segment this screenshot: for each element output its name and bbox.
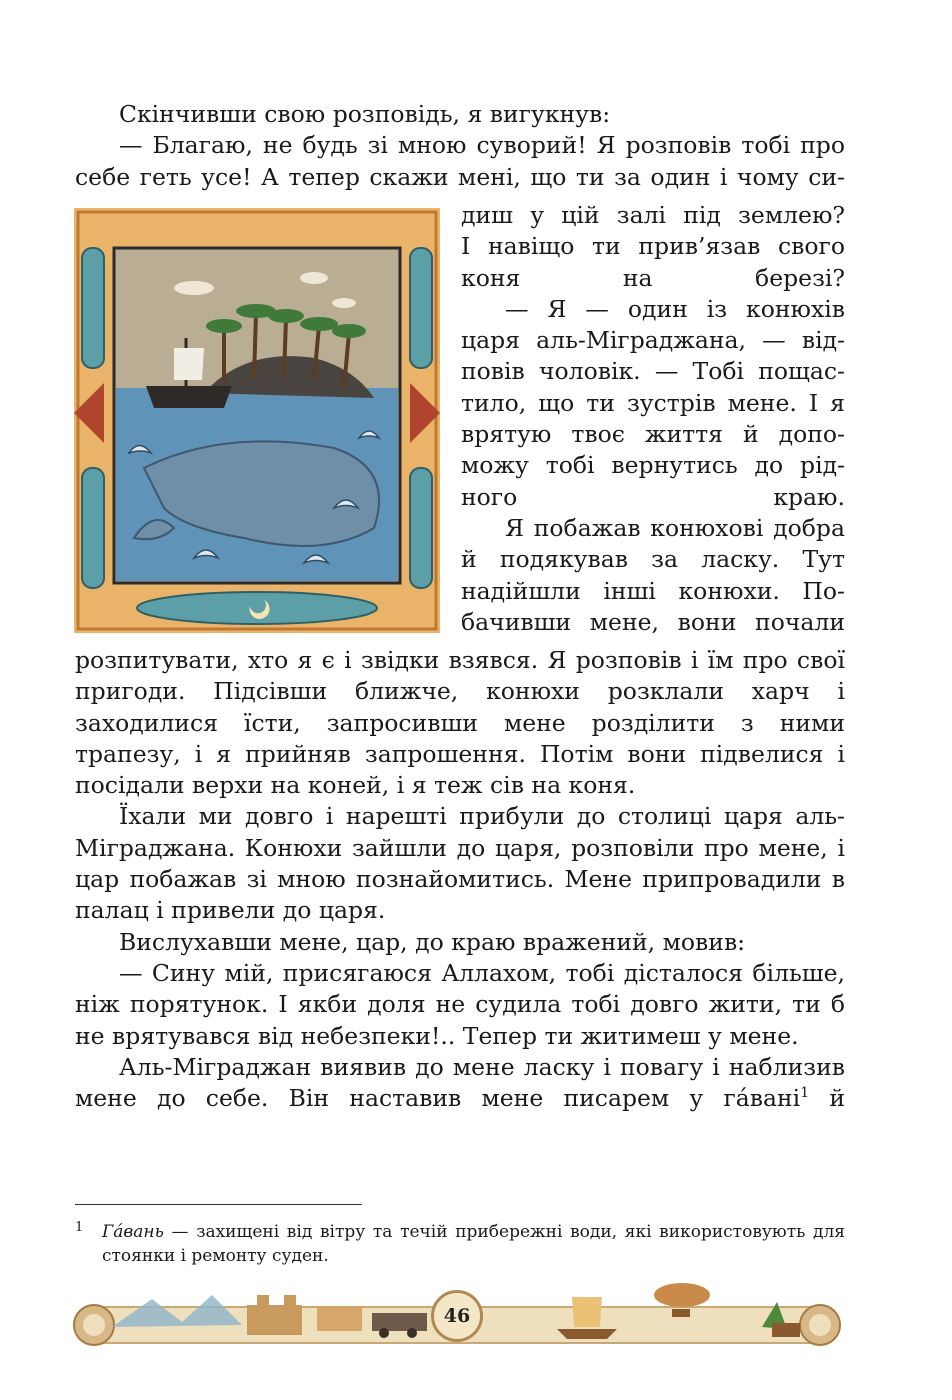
text-line: диш у цій залі під землею? [461,201,845,229]
text-line: — Я — один із конюхів [505,294,845,323]
footnote-body [102,1220,845,1268]
paragraph: — Благаю, не будь зі мною суворий! Я розповів тобі про себе геть усе! А тепер скажи мені, що ти за один і чому си- [75,131,845,191]
text-line: й подякував за ласку. Тут [461,545,845,574]
footnote-text: — захищені від вітру та течій прибережні води, які використовують для стоянки і ремонту суден. [102,1222,845,1266]
text-line: бачивши мене, вони почали [461,607,845,636]
paragraph-text: Аль-Міграджан виявив до мене ласку і повагу і наблизив мене до себе. Він наставив мене писарем у гáвані [75,1052,845,1113]
paragraph-tail: й [809,1084,845,1113]
text-line: повів чоловік. — Тобі пощас- [461,357,845,386]
text-line: надійшли інші конюхи. По- [461,576,845,605]
text-block-top [75,99,845,193]
text-line: коня на березі? [461,263,845,292]
text-line: можу тобі вернутись до рід- [461,451,845,480]
paragraph: — Сину мій, присягаюся Аллахом, тобі дісталося більше, ніж порятунок. І якби доля не судила тобі довго жити, ти б не врятувався від небезпеки!.. Тепер ти житимеш у мене. [75,958,845,1050]
footnote-divider [75,1204,362,1205]
text-line: Я побажав конюхові добра [505,513,845,542]
paragraph: розпитувати, хто я є і звідки взявся. Я розповів і їм про свої пригоди. Підсівши ближче, конюхи розклали харч і заходилися їсти, запросивши мене розділити з ними трапезу, і я прийняв запрошення. Потім вони підвелися і посідали верхи на коней, і я теж сів на коня. [75,646,845,800]
illustration-whale-island [74,208,440,633]
text-column-wrapped [461,200,845,638]
footnote-number: 1 [75,1220,84,1235]
paragraph [75,1052,845,1115]
footnote-marker[interactable]: 1 [800,1085,810,1102]
text-line: царя аль-Міграджана, — від- [461,326,845,355]
text-line: І навіщо ти прив’язав свого [461,232,845,261]
text-block-bottom [75,645,845,1114]
text-line: ного краю. [461,482,845,511]
page-number: 46 [431,1290,483,1342]
text-line: тило, що ти зустрів мене. І я [461,388,845,417]
footnote-term: Гáвань [102,1222,164,1242]
paragraph: Скінчивши свою розповідь, я вигукнув: [119,100,611,128]
text-line: врятую твоє життя й допо- [461,420,845,449]
paragraph: Вислухавши мене, цар, до краю вражений, мовив: [119,927,746,956]
paragraph: Їхали ми довго і нарешті прибули до столиці царя аль-Міграджана. Конюхи зайшли до царя, розповіли про мене, і цар побажав зі мною познайомитись. Мене припровадили в палац і привели до царя. [75,802,845,925]
footnote [75,1220,845,1268]
